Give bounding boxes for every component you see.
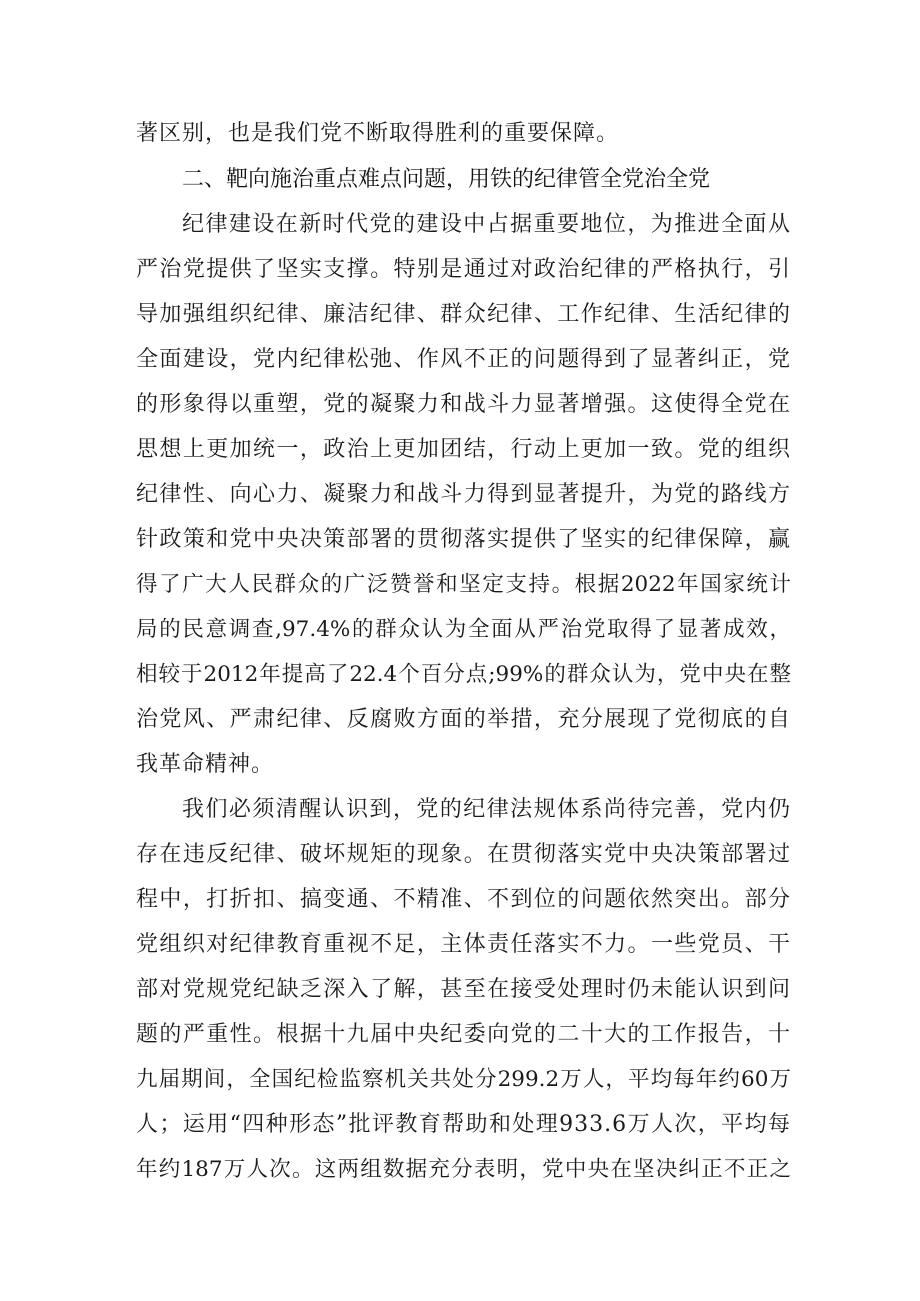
- paragraph1-line: 针政策和党中央决策部署的贯彻落实提供了坚实的纪律保障，赢: [136, 527, 791, 552]
- paragraph2-line: 部对党规党纪缺乏深入了解，甚至在接受处理时仍未能认识到问: [136, 977, 791, 1002]
- paragraph1-line: 思想上更加统一，政治上更加团结，行动上更加一致。党的组织: [136, 437, 791, 462]
- paragraph2-line: 九届期间，全国纪检监察机关共处分299.2万人，平均每年约60万: [136, 1067, 791, 1092]
- paragraph2-line: 程中，打折扣、搞变通、不精准、不到位的问题依然突出。部分: [136, 887, 791, 912]
- paragraph1-line: 局的民意调查,97.4%的群众认为全面从严治党取得了显著成效，: [136, 617, 791, 642]
- paragraph1-line: 纪律性、向心力、凝聚力和战斗力得到显著提升，为党的路线方: [136, 482, 791, 507]
- paragraph2-line: 年约187万人次。这两组数据充分表明，党中央在坚决纠正不正之: [136, 1157, 791, 1182]
- paragraph2-line: 我们必须清醒认识到，党的纪律法规体系尚待完善，党内仍: [182, 797, 791, 822]
- paragraph2-line: 存在违反纪律、破坏规矩的现象。在贯彻落实党中央决策部署过: [136, 842, 791, 867]
- paragraph2-line: 党组织对纪律教育重视不足，主体责任落实不力。一些党员、干: [136, 932, 791, 957]
- paragraph1-line: 纪律建设在新时代党的建设中占据重要地位，为推进全面从: [182, 212, 791, 237]
- paragraph1-line: 相较于2012年提高了22.4个百分点;99%的群众认为，党中央在整: [136, 662, 791, 687]
- section-heading: 二、靶向施治重点难点问题，用铁的纪律管全党治全党: [182, 167, 711, 192]
- paragraph1-line: 我革命精神。: [136, 752, 275, 777]
- paragraph1-line: 治党风、严肃纪律、反腐败方面的举措，充分展现了党彻底的自: [136, 707, 791, 732]
- paragraph1-line: 的形象得以重塑，党的凝聚力和战斗力显著增强。这使得全党在: [136, 392, 791, 417]
- paragraph1-line: 严治党提供了坚实支撑。特别是通过对政治纪律的严格执行，引: [136, 257, 791, 282]
- paragraph1-line: 导加强组织纪律、廉洁纪律、群众纪律、工作纪律、生活纪律的: [136, 302, 791, 327]
- paragraph1-line: 得了广大人民群众的广泛赞誉和坚定支持。根据2022年国家统计: [136, 572, 791, 597]
- paragraph1-line: 全面建设，党内纪律松弛、作风不正的问题得到了显著纠正，党: [136, 347, 791, 372]
- carry-over-line: 著区别，也是我们党不断取得胜利的重要保障。: [136, 121, 620, 146]
- paragraph2-line: 人；运用“四种形态”批评教育帮助和处理933.6万人次，平均每: [136, 1112, 791, 1137]
- paragraph2-line: 题的严重性。根据十九届中央纪委向党的二十大的工作报告，十: [136, 1022, 791, 1047]
